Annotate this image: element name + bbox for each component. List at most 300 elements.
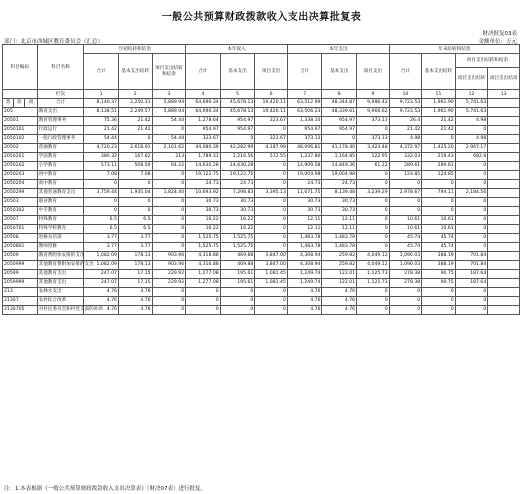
subject-name: 农林水支出	[37, 288, 84, 297]
amount-cell	[488, 261, 520, 270]
amount-cell: 388.19	[422, 261, 456, 270]
end-project-header: 项目支出结转和结余	[455, 54, 519, 68]
amount-cell: 0	[255, 198, 288, 207]
amount-cell: 3,847.00	[255, 252, 288, 261]
amount-cell: 45.74	[389, 243, 422, 252]
total-cell: 1,961.90	[422, 99, 456, 108]
amount-cell: 122.01	[322, 270, 357, 279]
amount-cell: 1,483.78	[322, 243, 357, 252]
amount-cell: 0	[422, 207, 456, 216]
amount-cell: 45.74	[389, 234, 422, 243]
table-row	[3, 117, 520, 126]
subject-name: 教育支出	[37, 108, 84, 117]
amount-cell: 64.22	[152, 162, 186, 171]
amount-cell: 3.77	[118, 234, 152, 243]
subject-name: 特殊学校教育	[37, 225, 84, 234]
code-level-xiang: 项	[25, 99, 37, 108]
amount-cell: 0	[152, 288, 186, 297]
amount-cell: 954.97	[322, 126, 357, 135]
total-cell: 9,723.53	[389, 99, 422, 108]
amount-cell	[488, 153, 520, 162]
subject-name: 教育管理事务	[37, 117, 84, 126]
amount-cell: 30.73	[322, 207, 357, 216]
amount-cell: 1,090.03	[389, 261, 422, 270]
amount-cell: 0	[357, 225, 390, 234]
table-row	[3, 243, 520, 252]
amount-cell: 373.13	[357, 117, 390, 126]
subject-name: 普通教育	[37, 144, 84, 153]
amount-cell: 0	[220, 306, 255, 315]
subject-code: 20508	[3, 234, 38, 243]
amount-cell: 0	[455, 225, 488, 234]
amount-cell: 0	[455, 243, 488, 252]
amount-cell: 124.85	[422, 171, 456, 180]
amount-cell: 1,935.04	[118, 189, 152, 198]
total-cell: 63,512.99	[287, 99, 322, 108]
amount-cell: 0	[357, 198, 390, 207]
subject-name: 进修及培训	[37, 234, 84, 243]
amount-cell: 10.61	[422, 225, 456, 234]
amount-cell: 4,187.99	[255, 144, 288, 153]
amount-cell: 4.76	[287, 288, 322, 297]
amount-cell: 0	[455, 306, 488, 315]
amount-cell	[488, 198, 520, 207]
amount-cell	[488, 117, 520, 126]
amount-cell	[488, 144, 520, 153]
amount-cell: 219.43	[422, 153, 456, 162]
table-row	[3, 126, 520, 135]
amount-cell: 1,237.80	[287, 153, 322, 162]
amount-cell: 90.75	[422, 279, 456, 288]
amount-cell: 954.97	[186, 126, 221, 135]
amount-cell: 21.42	[422, 126, 456, 135]
income-basic-header: 基本支出	[220, 54, 255, 90]
table-row	[3, 261, 520, 270]
total-cell: 2,250.31	[118, 99, 152, 108]
amount-cell: 0	[255, 225, 288, 234]
total-cell: 5,889.94	[152, 99, 186, 108]
col-num: 2	[118, 90, 152, 99]
amount-cell	[488, 207, 520, 216]
amount-cell: 259.82	[322, 261, 357, 270]
amount-cell: 3,847.00	[255, 261, 288, 270]
amount-cell: 2,184.56	[455, 189, 488, 198]
begin-basic-header: 基本支出结转	[118, 54, 152, 90]
budget-table	[2, 44, 520, 315]
amount-cell: 122.01	[322, 279, 357, 288]
amount-cell: 54.44	[152, 117, 186, 126]
col-num: 12	[455, 90, 488, 99]
col-num: 7	[287, 90, 322, 99]
total-cell	[488, 99, 520, 108]
amount-cell: 4,372.97	[389, 144, 422, 153]
subject-name: 初中教育	[37, 171, 84, 180]
subject-code: 2050203	[3, 171, 38, 180]
expense-total-header: 合计	[287, 54, 322, 90]
amount-cell: 0	[357, 234, 390, 243]
amount-cell: 0	[152, 171, 186, 180]
amount-cell	[488, 189, 520, 198]
amount-cell: 247.07	[84, 270, 119, 279]
amount-cell: 19,420.11	[255, 108, 288, 117]
amount-cell: 0	[389, 180, 422, 189]
amount-cell: 17.15	[118, 279, 152, 288]
amount-cell: 75.36	[84, 117, 119, 126]
amount-cell: 0	[357, 207, 390, 216]
amount-cell: 701.84	[455, 252, 488, 261]
amount-cell: 3.77	[84, 234, 119, 243]
amount-cell: 0	[357, 180, 390, 189]
col-num: 6	[255, 90, 288, 99]
amount-cell: 4.76	[287, 297, 322, 306]
amount-cell: 701.84	[455, 261, 488, 270]
amount-cell: 12.11	[322, 216, 357, 225]
table-body	[3, 108, 520, 315]
amount-cell: 45.74	[422, 243, 456, 252]
amount-cell: 4.76	[118, 288, 152, 297]
amount-cell: 48,096.81	[287, 144, 322, 153]
table-row	[3, 144, 520, 153]
amount-cell: 1,525.75	[186, 234, 221, 243]
amount-cell: 0	[118, 198, 152, 207]
amount-cell: 373.13	[357, 135, 390, 144]
footnote: 注：1.本表根据《一般公共预算财政拨款收入支出决算表》（财决07表）进行批复。	[4, 486, 206, 492]
total-cell: 45,678.13	[220, 99, 255, 108]
amount-cell: 0	[255, 126, 288, 135]
col-num: 1	[84, 90, 119, 99]
total-cell: 9,986.42	[357, 99, 390, 108]
table-code: 财决批复03表	[482, 31, 517, 37]
amount-cell: 24.73	[186, 180, 221, 189]
amount-cell: 0	[186, 306, 221, 315]
amount-cell: 0	[152, 234, 186, 243]
amount-cell: 278.38	[389, 279, 422, 288]
amount-cell: 0	[186, 288, 221, 297]
subject-code: 2050299	[3, 189, 38, 198]
amount-cell: 30.73	[220, 207, 255, 216]
amount-cell: 9,966.62	[357, 108, 390, 117]
amount-cell: 21.42	[422, 117, 456, 126]
subject-name: 其他教育支出	[37, 279, 84, 288]
amount-cell: 45,678.13	[220, 108, 255, 117]
amount-cell: 21.42	[84, 126, 119, 135]
amount-cell: 0	[357, 216, 390, 225]
amount-cell: 1,483.78	[322, 234, 357, 243]
amount-cell: 14,909.58	[287, 162, 322, 171]
amount-cell: 0	[357, 126, 390, 135]
amount-cell: 0	[255, 243, 288, 252]
subject-name: 学前教育	[37, 153, 84, 162]
amount-cell: 124.85	[389, 171, 422, 180]
subject-name: 教师进修	[37, 243, 84, 252]
amount-cell: 0	[118, 207, 152, 216]
amount-cell: 373.13	[287, 135, 322, 144]
amount-cell: 0	[422, 180, 456, 189]
amount-cell: 1,125.73	[357, 270, 390, 279]
amount-cell: 572.55	[255, 153, 288, 162]
subject-code: 20507	[3, 216, 38, 225]
amount-cell: 0	[255, 288, 288, 297]
col-num: 9	[357, 90, 390, 99]
subject-name: 一般行政管理事务	[37, 135, 84, 144]
amount-cell: 388.19	[422, 252, 456, 261]
amount-cell: 64,690.34	[186, 108, 221, 117]
expense-project-header: 项目支出	[357, 54, 390, 90]
amount-cell: 0	[220, 288, 255, 297]
amount-cell: 3,239.29	[357, 189, 390, 198]
report-title: 一般公共预算财政拨款收入支出决算批复表	[161, 12, 362, 23]
amount-cell: 9,723.53	[389, 108, 422, 117]
amount-cell: 794.11	[422, 189, 456, 198]
amount-cell: 5,889.94	[152, 108, 186, 117]
total-cell: 64,690.34	[186, 99, 221, 108]
amount-cell: 1,525.75	[220, 243, 255, 252]
subject-code: 2050302	[3, 207, 38, 216]
amount-cell: 4.76	[118, 306, 152, 315]
end-total-header: 合计	[389, 54, 422, 90]
amount-cell: 469.88	[220, 252, 255, 261]
amount-cell: 187.64	[455, 270, 488, 279]
amount-cell: 3.77	[118, 243, 152, 252]
table-row	[3, 216, 520, 225]
subject-code-header: 科目编码	[3, 45, 38, 90]
amount-cell: 508.59	[118, 162, 152, 171]
subject-code: 20502	[3, 144, 38, 153]
amount-cell: 30.73	[186, 198, 221, 207]
amount-cell: 3,759.44	[84, 189, 119, 198]
amount-cell: 11,671.75	[287, 189, 322, 198]
amount-cell: 0	[389, 297, 422, 306]
amount-cell: 0	[152, 180, 186, 189]
amount-cell	[488, 135, 520, 144]
amount-cell: 6.5	[84, 216, 119, 225]
amount-cell: 0	[357, 171, 390, 180]
subject-code: 213	[3, 288, 38, 297]
subject-name: 特殊教育	[37, 216, 84, 225]
subject-code: 2050202	[3, 162, 38, 171]
table-row	[3, 306, 520, 315]
amount-cell: 178.13	[118, 252, 152, 261]
table-row	[3, 207, 520, 216]
amount-cell: 1,125.73	[357, 279, 390, 288]
amount-cell: 1,277.08	[186, 279, 221, 288]
table-row	[3, 153, 520, 162]
amount-cell: 30.73	[322, 198, 357, 207]
amount-cell	[488, 180, 520, 189]
amount-cell: 229.92	[152, 270, 186, 279]
income-total-header: 合计	[186, 54, 221, 90]
amount-cell: 10.61	[389, 216, 422, 225]
amount-cell	[488, 234, 520, 243]
amount-cell: 0	[220, 297, 255, 306]
amount-cell: 278.38	[389, 270, 422, 279]
amount-cell: 0	[84, 180, 119, 189]
table-row	[3, 225, 520, 234]
expense-group-header: 本年支出	[287, 45, 389, 54]
amount-cell: 1,338.10	[287, 117, 322, 126]
table-row	[3, 135, 520, 144]
amount-cell: 1,483.78	[287, 243, 322, 252]
amount-cell	[488, 306, 520, 315]
table-row	[3, 234, 520, 243]
amount-cell: 8,139.48	[322, 189, 357, 198]
subject-code: 20599	[3, 270, 38, 279]
amount-cell: 0	[152, 216, 186, 225]
amount-cell: 954.97	[220, 117, 255, 126]
amount-cell: 0	[455, 297, 488, 306]
amount-cell	[488, 225, 520, 234]
amount-cell: 323.67	[255, 117, 288, 126]
total-cell: 5,741.63	[455, 99, 488, 108]
amount-cell: 178.13	[118, 261, 152, 270]
amount-cell: 1,249.74	[287, 270, 322, 279]
amount-cell: 0	[357, 288, 390, 297]
amount-cell: 7,298.83	[220, 189, 255, 198]
amount-cell: 0	[357, 297, 390, 306]
subject-code: 20501	[3, 117, 38, 126]
amount-cell: 0	[357, 243, 390, 252]
end-project-surplus-header: 项目支出结余	[488, 68, 520, 90]
amount-cell: 14,630.28	[186, 162, 221, 171]
amount-cell: 0	[422, 135, 456, 144]
subject-code: 2050999	[3, 261, 38, 270]
subject-name: 农村综合改革	[37, 297, 84, 306]
amount-cell: 42,282.99	[220, 144, 255, 153]
amount-cell: 2,249.57	[118, 108, 152, 117]
amount-cell: 1,824.40	[152, 189, 186, 198]
amount-cell: 259.82	[322, 252, 357, 261]
amount-cell: 323.67	[186, 135, 221, 144]
amount-cell: 289.61	[422, 162, 456, 171]
income-project-header: 项目支出	[255, 54, 288, 90]
amount-cell: 1,789.31	[186, 153, 221, 162]
amount-cell: 21.42	[118, 126, 152, 135]
subject-name: 中专教育	[37, 207, 84, 216]
subject-code: 20503	[3, 198, 38, 207]
col-num: 5	[220, 90, 255, 99]
amount-cell	[488, 108, 520, 117]
amount-cell: 10.61	[422, 216, 456, 225]
total-label: 合计	[37, 99, 84, 108]
amount-cell: 30.73	[186, 207, 221, 216]
table-row	[3, 171, 520, 180]
subject-code: 2059999	[3, 279, 38, 288]
amount-cell: 1,525.75	[220, 234, 255, 243]
amount-cell	[488, 297, 520, 306]
table-row	[3, 288, 520, 297]
subject-name: 高中教育	[37, 180, 84, 189]
expense-basic-header: 基本支出	[322, 54, 357, 90]
amount-cell: 16.22	[220, 225, 255, 234]
code-level-lei: 类	[3, 99, 14, 108]
amount-cell: 1,277.08	[186, 270, 221, 279]
amount-cell: 19,004.98	[322, 171, 357, 180]
amount-cell: 7.08	[118, 171, 152, 180]
amount-cell	[488, 252, 520, 261]
amount-cell: 122.95	[357, 153, 390, 162]
amount-cell: 289.61	[389, 162, 422, 171]
amount-cell: 903.96	[152, 252, 186, 261]
amount-cell: 247.07	[84, 279, 119, 288]
amount-cell: 0	[455, 207, 488, 216]
amount-cell: 903.96	[152, 261, 186, 270]
amount-cell: 0	[422, 297, 456, 306]
table-row	[3, 279, 520, 288]
amount-cell: 2,101.62	[152, 144, 186, 153]
amount-cell: 1,961.90	[422, 108, 456, 117]
amount-cell: 24.73	[322, 180, 357, 189]
subject-name: 对村民委员会和村党支部的补助	[37, 306, 84, 315]
amount-cell: 0	[152, 243, 186, 252]
amount-cell: 167.82	[118, 153, 152, 162]
amount-cell: 44,080.39	[186, 144, 221, 153]
amount-cell: 4.76	[287, 306, 322, 315]
amount-cell: 12.11	[322, 225, 357, 234]
income-group-header: 本年收入	[186, 45, 288, 54]
subject-code: 2050801	[3, 243, 38, 252]
amount-cell: 14,849.36	[322, 162, 357, 171]
subject-name: 其他普通教育支出	[37, 189, 84, 198]
table-row	[3, 108, 520, 117]
amount-cell: 19,004.98	[287, 171, 322, 180]
end-project-carry-header: 项目支出结转	[455, 68, 488, 90]
amount-cell: 4.76	[322, 297, 357, 306]
department-label: 部门：北京市西城区教育委员会（汇总）	[4, 39, 104, 45]
amount-cell: 0	[152, 198, 186, 207]
amount-cell: 0	[322, 135, 357, 144]
amount-cell: 4,049.12	[357, 252, 390, 261]
amount-cell: 12.11	[287, 216, 322, 225]
columns-label: 栏次	[37, 90, 84, 99]
amount-cell	[488, 288, 520, 297]
amount-cell: 187.64	[455, 279, 488, 288]
amount-cell: 10,693.92	[186, 189, 221, 198]
amount-cell: 4.98	[455, 117, 488, 126]
subject-name: 其他教育支出	[37, 270, 84, 279]
amount-cell: 6.5	[118, 225, 152, 234]
amount-cell: 3,423.48	[357, 144, 390, 153]
amount-cell: 4.98	[389, 135, 422, 144]
subject-name: 职业教育	[37, 198, 84, 207]
subject-code: 2050204	[3, 180, 38, 189]
amount-cell: 19,122.75	[220, 171, 255, 180]
amount-cell: 3.77	[84, 243, 119, 252]
amount-cell: 0	[389, 306, 422, 315]
amount-cell: 2,978.67	[389, 189, 422, 198]
amount-cell: 213	[152, 153, 186, 162]
amount-cell: 16.22	[220, 216, 255, 225]
amount-cell: 4.76	[322, 288, 357, 297]
amount-cell: 954.97	[322, 117, 357, 126]
amount-cell: 0	[455, 126, 488, 135]
amount-cell: 0	[84, 198, 119, 207]
amount-cell: 1,164.85	[322, 153, 357, 162]
amount-cell: 1,483.78	[287, 234, 322, 243]
amount-cell: 0	[455, 288, 488, 297]
amount-cell: 61.22	[357, 162, 390, 171]
amount-cell: 4,308.94	[287, 252, 322, 261]
amount-cell: 0	[389, 207, 422, 216]
code-level-blank	[3, 90, 38, 99]
amount-cell: 30.73	[220, 198, 255, 207]
amount-cell: 24.73	[287, 180, 322, 189]
col-num: 8	[322, 90, 357, 99]
amount-cell: 1,525.75	[186, 243, 221, 252]
subject-name-header: 科目名称	[37, 45, 84, 90]
amount-cell	[488, 126, 520, 135]
amount-cell: 0	[455, 162, 488, 171]
amount-cell: 4,308.94	[287, 261, 322, 270]
